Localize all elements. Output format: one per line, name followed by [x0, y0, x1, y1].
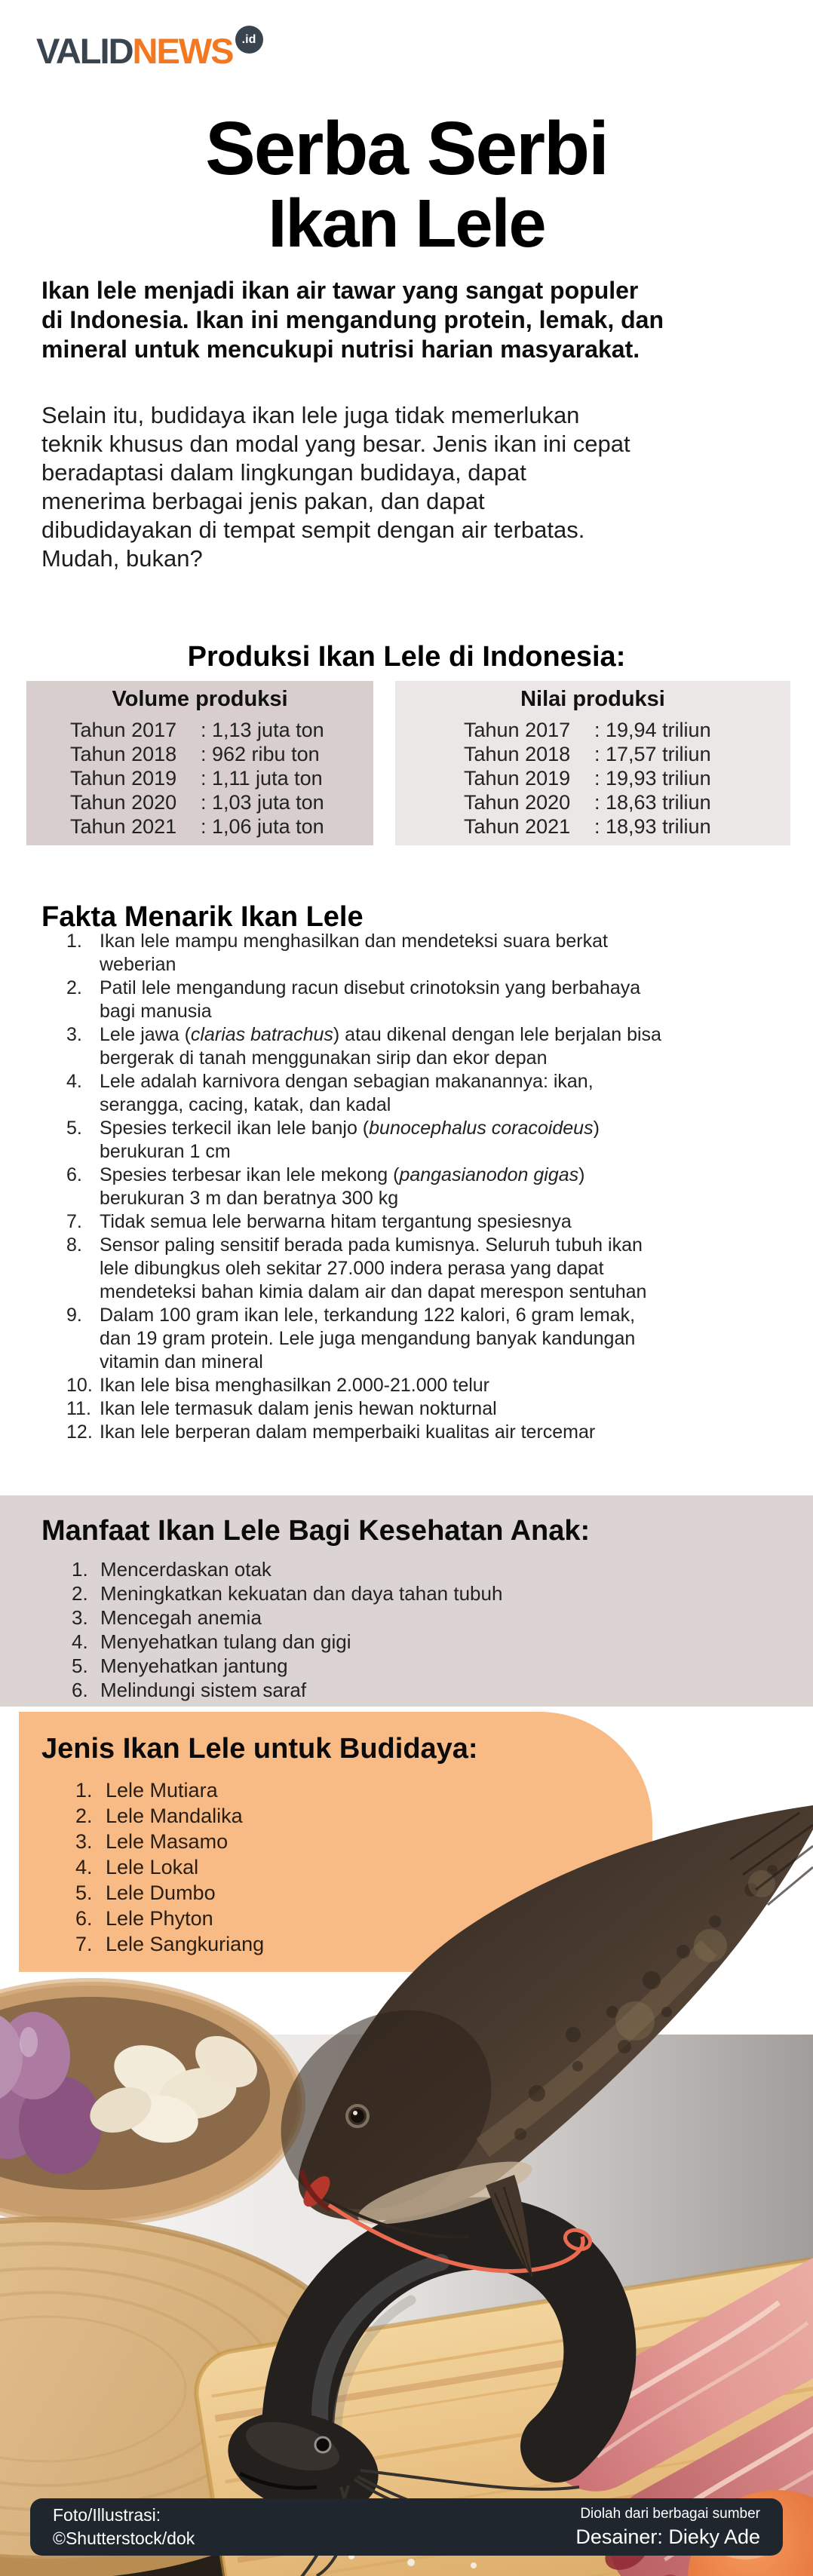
intro-line: beradaptasi dalam lingkungan budidaya, dapat	[41, 459, 526, 486]
fact-item: Spesies terkecil ikan lele banjo (bunocephalus coracoideus) berukuran 1 cm	[100, 1118, 600, 1162]
fact-item: Ikan lele mampu menghasilkan dan mendeteksi suara berkat weberian	[100, 931, 608, 975]
production-row: Tahun 2018 : 17,57 triliun	[464, 743, 711, 765]
intro-bold-line: Ikan lele menjadi ikan air tawar yang sangat populer	[41, 277, 639, 304]
catfish-eye	[351, 2109, 364, 2123]
fact-item: Lele jawa (clarias batrachus) atau dikenal dengan lele berjalan bisa bergerak di tanah menggunakan sirip dan ekor depan	[100, 1024, 661, 1069]
species-item: Lele Lokal	[106, 1856, 199, 1878]
production-row: Tahun 2019 : 19,93 triliun	[464, 767, 711, 790]
benefits-section	[0, 1495, 813, 1707]
fact-item: Ikan lele termasuk dalam jenis hewan nokturnal	[100, 1398, 497, 1419]
catfish-eye	[315, 2437, 330, 2452]
logo-id-badge-icon: .id	[235, 26, 263, 54]
page-title-line2: Ikan Lele	[268, 186, 545, 262]
intro-line: teknik khusus dan modal yang besar. Jenis ikan ini cepat	[41, 431, 630, 457]
benefits-heading: Manfaat Ikan Lele Bagi Kesehatan Anak:	[41, 1515, 591, 1547]
designer-credit: Desainer: Dieky Ade	[575, 2525, 760, 2548]
page-title-line1: Serba Serbi	[205, 106, 608, 191]
species-item: Lele Mandalika	[106, 1805, 243, 1827]
production-row: Tahun 2020 : 1,03 juta ton	[70, 791, 324, 814]
production-row: Tahun 2017 : 19,94 triliun	[464, 719, 711, 741]
production-volume-title: Volume produksi	[112, 687, 288, 711]
production-value-block	[395, 681, 790, 845]
intro-line: dibudidayakan di tempat sempit dengan air terbatas.	[41, 517, 585, 543]
production-row: Tahun 2017 : 1,13 juta ton	[70, 719, 324, 741]
benefit-item: Mencegah anemia	[100, 1606, 262, 1629]
benefit-item: Menyehatkan tulang dan gigi	[100, 1630, 351, 1653]
source-credit	[575, 2506, 760, 2549]
catfish-photo-illustration	[0, 1786, 813, 2576]
validnews-logo	[36, 33, 263, 69]
production-row: Tahun 2021 : 18,93 triliun	[464, 815, 711, 838]
species-heading: Jenis Ikan Lele untuk Budidaya:	[41, 1733, 478, 1765]
fact-item: Tidak semua lele berwarna hitam tergantung spesiesnya	[100, 1211, 572, 1232]
production-volume-block	[26, 681, 373, 845]
fact-item: Ikan lele berperan dalam memperbaiki kualitas air tercemar	[100, 1421, 596, 1443]
intro-line: Mudah, bukan?	[41, 545, 203, 572]
intro-line: Selain itu, budidaya ikan lele juga tidak memerlukan	[41, 402, 580, 428]
fact-item: Patil lele mengandung racun disebut crinotoksin yang berbahaya bagi manusia	[100, 977, 641, 1022]
credits-bar	[30, 2498, 783, 2556]
intro-paragraph-bold	[41, 276, 788, 364]
fact-item: Sensor paling sensitif berada pada kumisnya. Seluruh tubuh ikan lele dibungkus oleh sekitar 27.000 indera perasa yang dapat mendeteksi bahan kimia dalam air dan dapat merespon sentuhan	[100, 1234, 647, 1302]
production-value-title: Nilai produksi	[520, 687, 665, 711]
species-item: Lele Phyton	[106, 1907, 213, 1930]
benefit-item: Menyehatkan jantung	[100, 1654, 288, 1677]
catfish-photo	[0, 1786, 813, 2576]
logo-valid-text: VALID	[36, 31, 133, 71]
fact-item: Lele adalah karnivora dengan sebagian makanannya: ikan, serangga, cacing, katak, dan kadal	[100, 1071, 594, 1115]
production-volume-rows	[26, 718, 373, 839]
production-value-rows	[395, 718, 790, 839]
production-table	[26, 681, 790, 845]
intro-line: menerima berbagai jenis pakan, dan dapat	[41, 488, 485, 514]
species-item: Lele Masamo	[106, 1830, 229, 1853]
production-row: Tahun 2021 : 1,06 juta ton	[70, 815, 324, 838]
benefit-item: Mencerdaskan otak	[100, 1558, 272, 1581]
benefit-item: Meningkatkan kekuatan dan daya tahan tubuh	[100, 1582, 503, 1605]
photo-credit-value: ©Shutterstock/dok	[53, 2528, 195, 2548]
benefits-list	[72, 1557, 813, 1702]
fact-item: Dalam 100 gram ikan lele, terkandung 122 kalori, 6 gram lemak, dan 19 gram protein. Lele juga mengandung banyak kandungan vitamin dan mineral	[100, 1305, 636, 1372]
intro-paragraph	[41, 401, 788, 573]
photo-credit	[53, 2504, 195, 2550]
species-item: Lele Dumbo	[106, 1881, 216, 1904]
facts-heading: Fakta Menarik Ikan Lele	[41, 900, 364, 933]
fact-item: Spesies terbesar ikan lele mekong (pangasianodon gigas) berukuran 3 m dan beratnya 300 kg	[100, 1164, 585, 1209]
photo-credit-label: Foto/Illustrasi:	[53, 2505, 161, 2525]
fact-item: Ikan lele bisa menghasilkan 2.000-21.000 telur	[100, 1375, 490, 1396]
logo-news-text: NEWS	[132, 31, 233, 71]
benefit-item: Melindungi sistem saraf	[100, 1679, 307, 1701]
production-row: Tahun 2020 : 18,63 triliun	[464, 791, 711, 814]
production-row: Tahun 2019 : 1,11 juta ton	[70, 767, 323, 790]
facts-list	[66, 930, 670, 1444]
species-item: Lele Mutiara	[106, 1779, 218, 1802]
production-row: Tahun 2018 : 962 ribu ton	[70, 743, 320, 765]
species-item: Lele Sangkuriang	[106, 1933, 265, 1955]
intro-bold-line: mineral untuk mencukupi nutrisi harian masyarakat.	[41, 336, 640, 363]
source-note: Diolah dari berbagai sumber	[580, 2505, 760, 2522]
production-heading: Produksi Ikan Lele di Indonesia:	[187, 640, 626, 673]
intro-bold-line: di Indonesia. Ikan ini mengandung protein, lemak, dan	[41, 306, 664, 333]
